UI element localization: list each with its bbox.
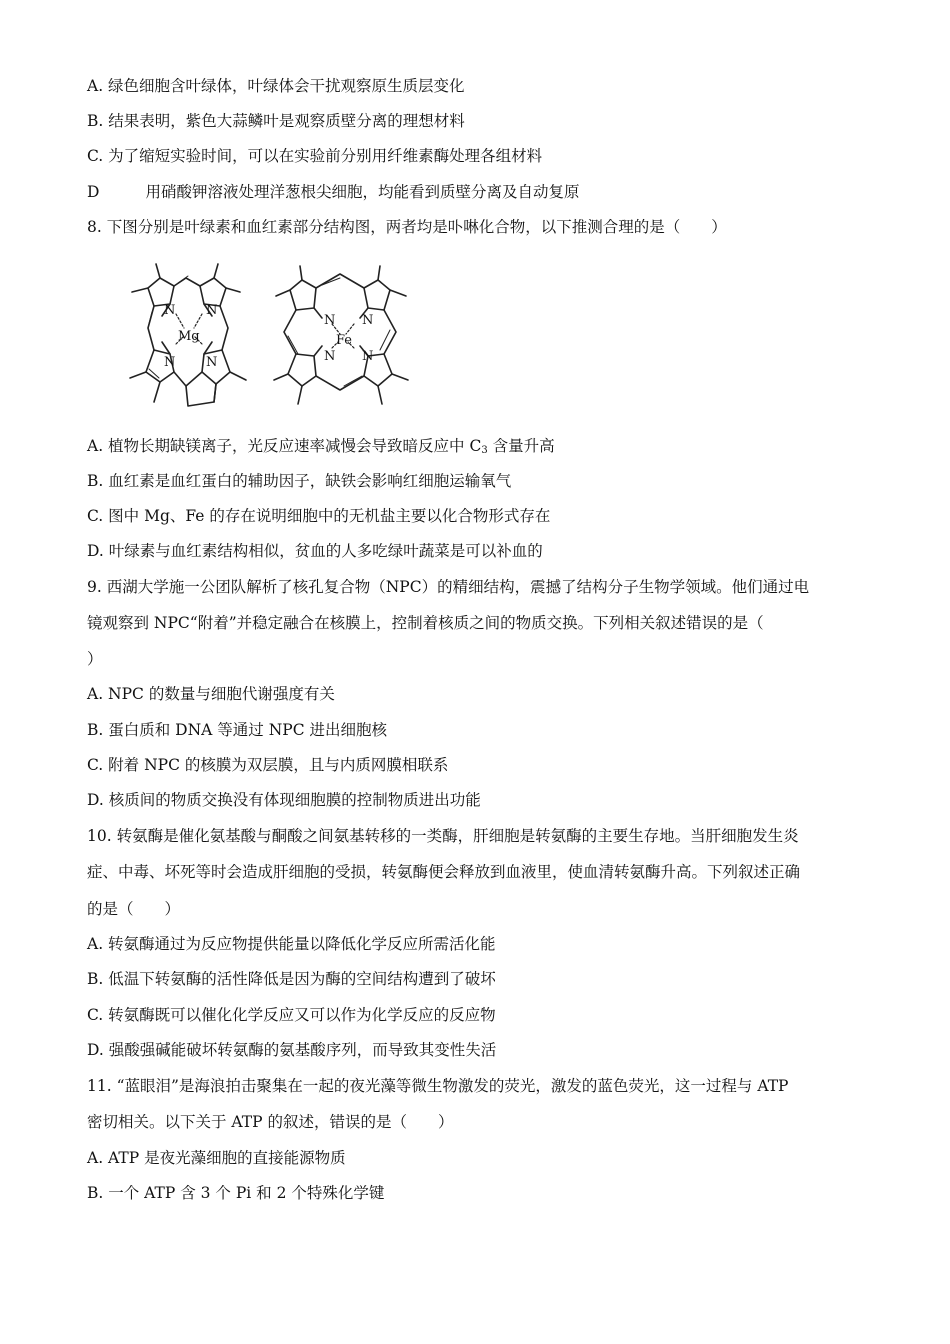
chlorophyll-n-4: N — [206, 355, 218, 370]
q7-option-d-text: 用硝酸钾溶液处理洋葱根尖细胞，均能看到质壁分离及自动复原 — [145, 183, 580, 201]
q9-stem-line-1: 9. 西湖大学施一公团队解析了核孔复合物（NPC）的精细结构，震撼了结构分子生物学领域。他们通过电 — [87, 578, 810, 596]
q10-option-c: C. 转氨酶既可以催化化学反应又可以作为化学反应的反应物 — [87, 1006, 496, 1024]
q11-stem-line-1: 11. “蓝眼泪”是海浪拍击聚集在一起的夜光藻等微生物激发的荧光，激发的蓝色荧光，这一过程与 ATP — [87, 1077, 789, 1095]
heme-n-3: N — [324, 349, 336, 364]
q8-option-a-text: A. 植物长期缺镁离子，光反应速率减慢会导致暗反应中 C — [87, 437, 482, 455]
q7-option-b: B. 结果表明，紫色大蒜鳞叶是观察质壁分离的理想材料 — [87, 112, 465, 130]
q9-option-c: C. 附着 NPC 的核膜为双层膜，且与内质网膜相联系 — [87, 756, 449, 774]
q7-option-d — [87, 182, 579, 202]
chlorophyll-metal: Mg — [178, 329, 200, 344]
q8-option-c: C. 图中 Mg、Fe 的存在说明细胞中的无机盐主要以化合物形式存在 — [87, 507, 551, 525]
q10-option-a: A. 转氨酶通过为反应物提供能量以降低化学反应所需活化能 — [87, 935, 496, 953]
q7-option-a: A. 绿色细胞含叶绿体，叶绿体会干扰观察原生质层变化 — [87, 77, 465, 95]
q10-option-d: D. 强酸强碱能破坏转氨酶的氨基酸序列，而导致其变性失活 — [87, 1041, 497, 1059]
q11-option-a: A. ATP 是夜光藻细胞的直接能源物质 — [87, 1149, 346, 1167]
heme-n-2: N — [362, 313, 374, 328]
q8-option-b: B. 血红素是血红蛋白的辅助因子，缺铁会影响红细胞运输氧气 — [87, 472, 512, 490]
chlorophyll-n-3: N — [164, 355, 176, 370]
q10-stem-line-3: 的是（ ） — [87, 900, 181, 918]
q8-option-d: D. 叶绿素与血红素结构相似，贫血的人多吃绿叶蔬菜是可以补血的 — [87, 542, 543, 560]
porphyrin-structures-svg — [118, 256, 428, 418]
chlorophyll-n-1: N — [164, 303, 176, 318]
q11-stem-line-2: 密切相关。以下关于 ATP 的叙述，错误的是（ ） — [87, 1113, 454, 1131]
q10-stem-line-1: 10. 转氨酶是催化氨基酸与酮酸之间氨基转移的一类酶，肝细胞是转氨酶的主要生存地。当肝细胞发生炎 — [87, 827, 799, 845]
q7-option-d-label: D — [87, 183, 100, 201]
q9-option-b: B. 蛋白质和 DNA 等通过 NPC 进出细胞核 — [87, 721, 387, 739]
q9-option-a: A. NPC 的数量与细胞代谢强度有关 — [87, 685, 335, 703]
q8-option-a-subscript: 3 — [481, 445, 488, 456]
q9-stem-line-3: ） — [87, 650, 103, 668]
q8-option-a-tail: 含量升高 — [487, 437, 555, 455]
q7-option-c: C. 为了缩短实验时间，可以在实验前分别用纤维素酶处理各组材料 — [87, 147, 543, 165]
chlorophyll-n-2: N — [206, 303, 218, 318]
q8-stem: 8. 下图分别是叶绿素和血红素部分结构图，两者均是卟啉化合物，以下推测合理的是（ ） — [87, 218, 727, 236]
q10-stem-line-2: 症、中毒、坏死等时会造成肝细胞的受损，转氨酶便会释放到血液里，使血清转氨酶升高。下列叙述正确 — [87, 863, 801, 881]
heme-metal: Fe — [336, 333, 353, 348]
q9-stem-line-2: 镜观察到 NPC“附着”并稳定融合在核膜上，控制着核质之间的物质交换。下列相关叙述错误的是（ — [87, 614, 764, 632]
heme-n-1: N — [324, 313, 336, 328]
porphyrin-structures-figure — [118, 256, 428, 418]
q10-option-b: B. 低温下转氨酶的活性降低是因为酶的空间结构遭到了破坏 — [87, 970, 496, 988]
q11-option-b: B. 一个 ATP 含 3 个 Pi 和 2 个特殊化学键 — [87, 1184, 385, 1202]
q8-option-a — [87, 436, 555, 461]
q9-option-d: D. 核质间的物质交换没有体现细胞膜的控制物质进出功能 — [87, 791, 481, 809]
heme-n-4: N — [362, 349, 374, 364]
